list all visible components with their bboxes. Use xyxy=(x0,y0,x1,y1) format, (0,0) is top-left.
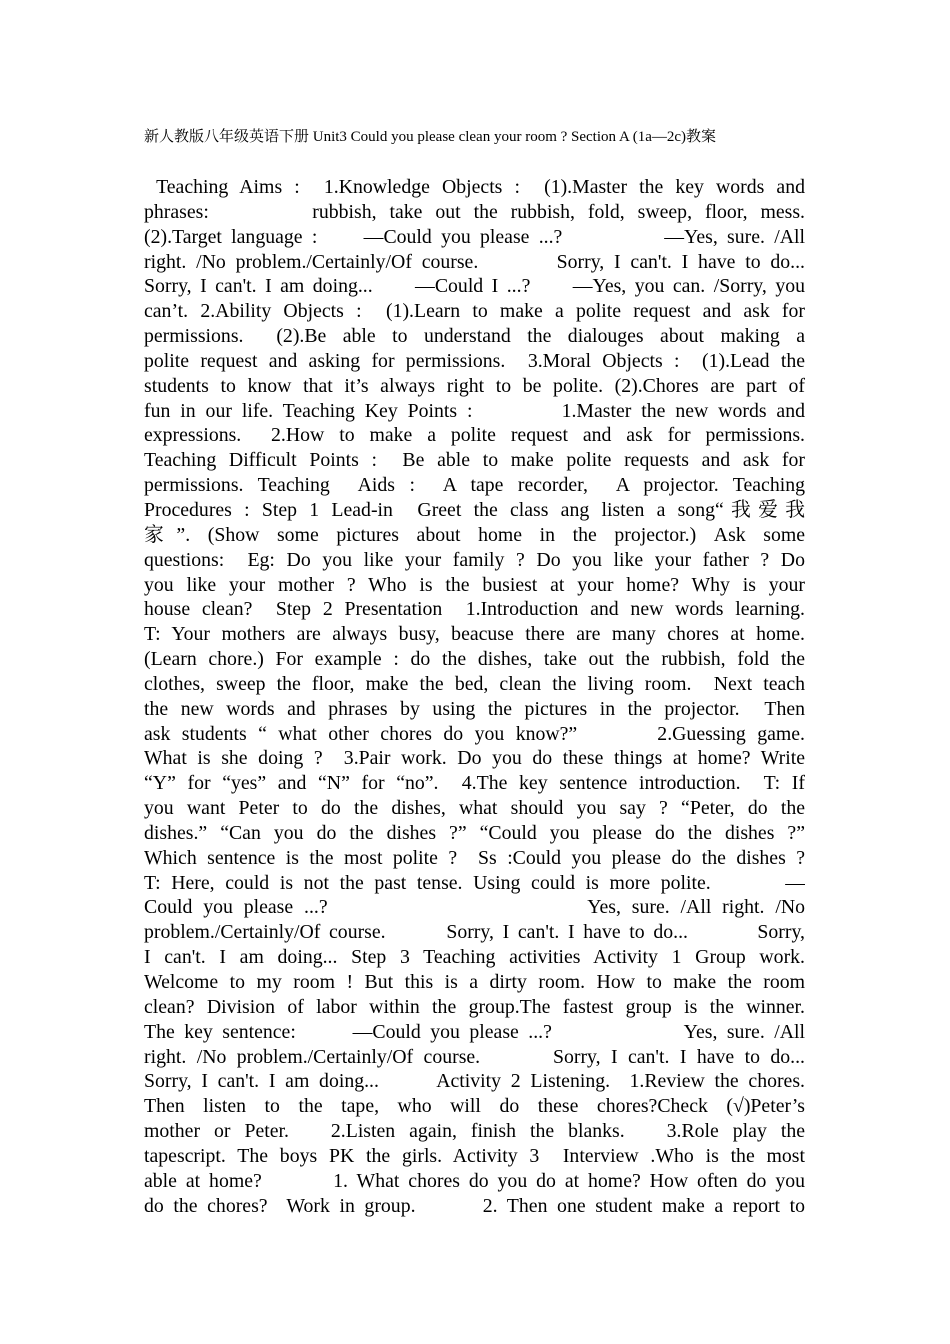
document-line: Welcome to my room ! But this is a dirty room. How to make the room xyxy=(144,971,805,993)
document-line: Could you please ...? Yes, sure. /All right. /No xyxy=(144,896,805,919)
document-line: you want Peter to do the dishes, what should you say ? “Peter, do the xyxy=(144,797,805,820)
document-line: permissions. Teaching Aids : A tape recorder, A projector. Teaching xyxy=(144,474,805,497)
document-line: (2).Target language : —Could you please ...? —Yes, sure. /All xyxy=(144,225,805,248)
document-line: The key sentence: —Could you please ...? Yes, sure. /All xyxy=(144,1020,805,1043)
document-line: T: Your mothers are always busy, beacuse there are many chores at home. xyxy=(144,623,805,646)
document-line: polite request and asking for permissions. 3.Moral Objects : (1).Lead the xyxy=(144,349,805,372)
document-line: the new words and phrases by using the pictures in the projector. Then xyxy=(144,697,805,720)
document-line: expressions. 2.How to make a polite request and ask for permissions. xyxy=(144,424,805,447)
document-line: 家”. (Show some pictures about home in the projector.) Ask some xyxy=(144,523,805,546)
document-line: What is she doing ? 3.Pair work. Do you do these things at home? Write xyxy=(144,747,805,770)
document-line: permissions. (2).Be able to understand the dialouges about making a xyxy=(144,325,805,348)
document-line: Teaching Difficult Points : Be able to make polite requests and ask for xyxy=(144,449,805,472)
document-line: ask students “ what other chores do you know?” 2.Guessing game. xyxy=(144,722,805,745)
document-line: (Learn chore.) For example : do the dishes, take out the rubbish, fold the xyxy=(144,648,805,671)
document-line: dishes.” “Can you do the dishes ?” “Could you please do the dishes ?” xyxy=(144,821,805,844)
document-line: house clean? Step 2 Presentation 1.Introduction and new words learning. xyxy=(144,598,805,621)
document-line: Sorry, I can't. I am doing... Activity 2 Listening. 1.Review the chores. xyxy=(144,1070,805,1093)
document-line: able at home? 1. What chores do you do at home? How often do you xyxy=(144,1169,805,1192)
document-title: 新人教版八年级英语下册 Unit3 Could you please clean your room ? Section A (1a—2c)教案 xyxy=(144,129,717,145)
document-line: clean? Division of labor within the group.The fastest group is the winner. xyxy=(144,995,805,1018)
document-line: Sorry, I can't. I am doing... —Could I ...? —Yes, you can. /Sorry, you xyxy=(144,275,805,298)
document-line: Which sentence is the most polite ? Ss :Could you please do the dishes ? xyxy=(144,846,805,869)
document-line: you like your mother ? Who is the busiest at your home? Why is your xyxy=(144,573,805,596)
document-line: questions: Eg: Do you like your family ? Do you like your father ? Do xyxy=(144,548,805,571)
document-line: problem./Certainly/Of course. Sorry, I can't. I have to do... Sorry, xyxy=(144,921,805,944)
document-line: right. /No problem./Certainly/Of course. Sorry, I can't. I have to do... xyxy=(144,1045,805,1068)
document-line: I can't. I am doing... Step 3 Teaching activities Activity 1 Group work. xyxy=(144,946,805,969)
document-line: can’t. 2.Ability Objects : (1).Learn to make a polite request and ask for xyxy=(144,300,805,323)
document-line: clothes, sweep the floor, make the bed, clean the living room. Next teach xyxy=(144,672,805,695)
document-line: Procedures : Step 1 Lead-in Greet the class ang listen a song“我爱我 xyxy=(144,498,805,521)
document-line: Teaching Aims : 1.Knowledge Objects : (1).Master the key words and xyxy=(144,176,805,198)
document-line: students to know that it’s always right to be polite. (2).Chores are part of xyxy=(144,374,805,397)
document-line: do the chores? Work in group. 2. Then one student make a report to xyxy=(144,1194,805,1217)
document-line: “Y” for “yes” and “N” for “no”. 4.The key sentence introduction. T: If xyxy=(144,772,805,795)
document-body xyxy=(144,175,805,1218)
document-line: phrases: rubbish, take out the rubbish, fold, sweep, floor, mess. xyxy=(144,200,805,223)
document-line: fun in our life. Teaching Key Points : 1.Master the new words and xyxy=(144,399,805,422)
document-line: Then listen to the tape, who will do these chores?Check (√)Peter’s xyxy=(144,1095,805,1118)
document-line: right. /No problem./Certainly/Of course. Sorry, I can't. I have to do... xyxy=(144,250,805,273)
document-line: tapescript. The boys PK the girls. Activity 3 Interview .Who is the most xyxy=(144,1144,805,1167)
document-line: mother or Peter. 2.Listen again, finish the blanks. 3.Role play the xyxy=(144,1120,805,1143)
document-line: T: Here, could is not the past tense. Using could is more polite. — xyxy=(144,871,805,894)
